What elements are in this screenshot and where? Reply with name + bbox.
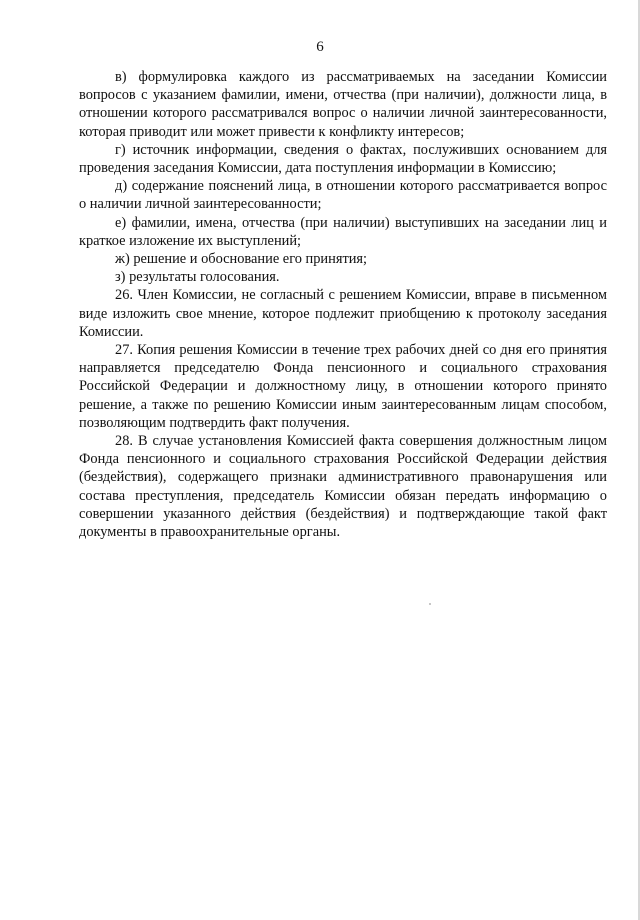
paragraph-clause-27: 27. Копия решения Комиссии в течение трех рабочих дней со дня его принятия направляется председателю Фонда пенсионного и социального страхования Российской Федерации и должностному лицу, в отношении которого принято решение, а также по решению Комиссии иным заинтересованным лицам способом, позволяющим подтвердить факт получения.: [79, 342, 607, 431]
paragraph-item-g: г) источник информации, сведения о фактах, послуживших основанием для проведения заседания Комиссии, дата поступления информации в Комиссию;: [79, 141, 607, 177]
paragraph-item-e: е) фамилии, имена, отчества (при наличии) выступивших на заседании лиц и краткое изложение их выступлений;: [79, 214, 607, 249]
page-number: 6: [316, 39, 324, 55]
paragraph-item-z: з) результаты голосования.: [115, 269, 280, 286]
paragraph-item-d: д) содержание пояснений лица, в отношении которого рассматривается вопрос о наличии личной заинтересованности;: [79, 178, 607, 213]
scan-speck: [429, 603, 431, 605]
paragraph-item-zh: ж) решение и обоснование его принятия;: [115, 251, 368, 268]
paragraph-item-v: в) формулировка каждого из рассматриваемых на заседании Комиссии вопросов с указанием фамилии, имени, отчества (при наличии), должности лица, в отношении которого рассматривался вопрос о наличии личной заинтересованности, которая приводит или может привести к конфликту интересов;: [79, 69, 607, 140]
paragraph-clause-28: 28. В случае установления Комиссией факта совершения должностным лицом Фонда пенсионного и социального страхования Российской Федерации действия (бездействия), содержащего признаки административного правонарушения или состава преступления, председатель Комиссии обязан передать информацию о совершении указанного действия (бездействия) и подтверждающие такой факт документы в правоохранительные органы.: [79, 433, 607, 541]
paragraph-clause-26: 26. Член Комиссии, не согласный с решением Комиссии, вправе в письменном виде изложить свое мнение, которое подлежит приобщению к протоколу заседания Комиссии.: [79, 287, 607, 340]
document-body: [79, 68, 607, 541]
